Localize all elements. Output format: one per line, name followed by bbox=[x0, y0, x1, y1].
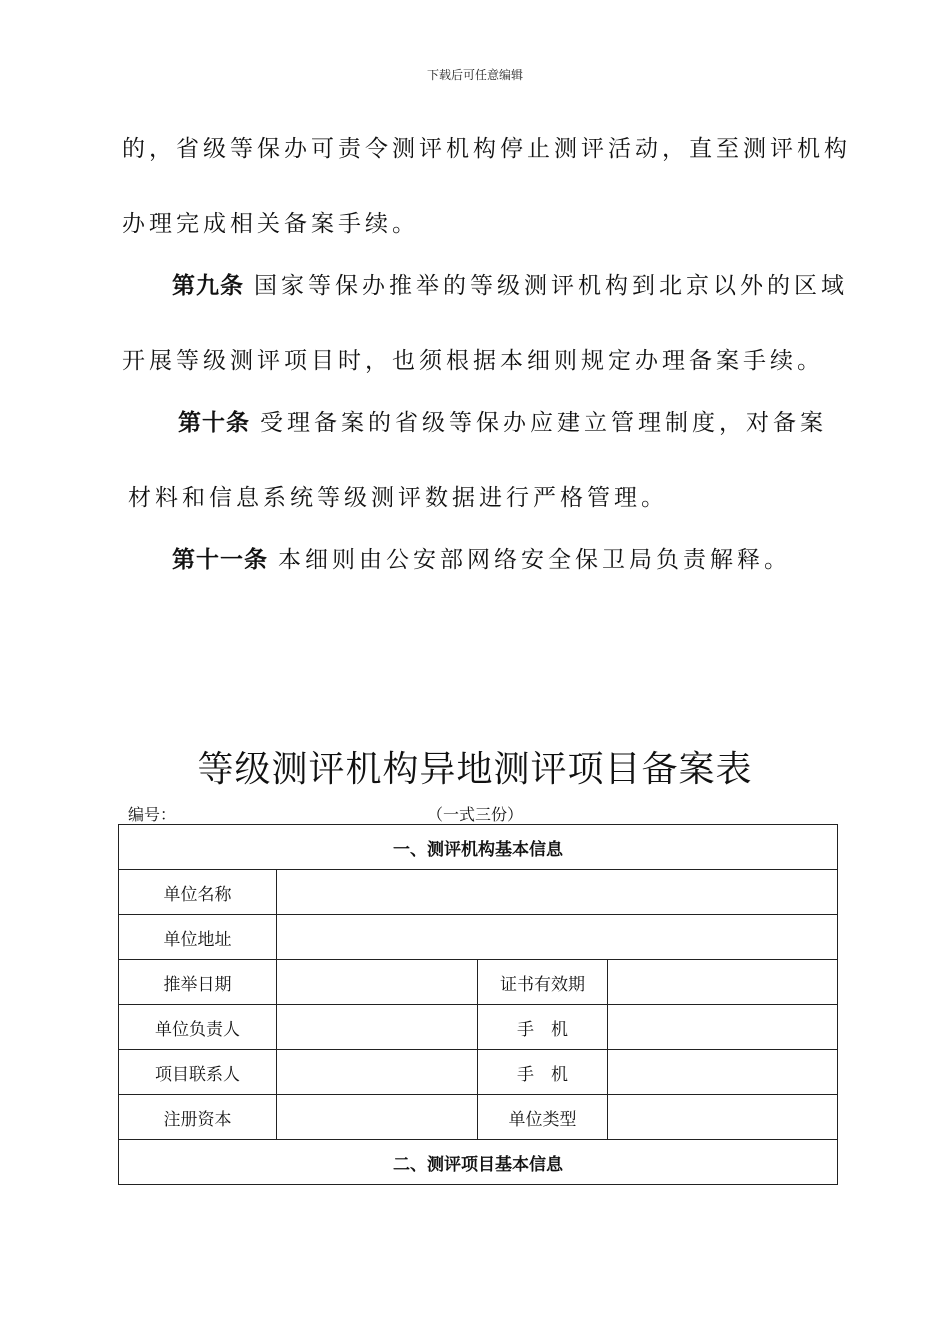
table-row bbox=[119, 1050, 838, 1095]
cert-validity-label: 证书有效期 bbox=[478, 960, 608, 1005]
paragraph-continuation-line2: 办理完成相关备案手续。 bbox=[122, 211, 419, 237]
table-row bbox=[119, 915, 838, 960]
article-11-label: 第十一条 bbox=[172, 547, 268, 573]
form-title: 等级测评机构异地测评项目备案表 bbox=[197, 749, 753, 790]
registered-capital-label: 注册资本 bbox=[119, 1095, 277, 1140]
article-9-text: 国家等保办推举的等级测评机构到北京以外的区域 bbox=[254, 273, 848, 299]
project-contact-field[interactable] bbox=[277, 1050, 478, 1095]
serial-number-label: 编号： bbox=[128, 805, 177, 824]
article-10-label: 第十条 bbox=[178, 410, 250, 436]
article-10-line2: 材料和信息系统等级测评数据进行严格管理。 bbox=[128, 485, 668, 511]
article-11-line1 bbox=[172, 549, 791, 572]
article-9-line1 bbox=[172, 275, 848, 298]
unit-type-label: 单位类型 bbox=[478, 1095, 608, 1140]
table-row bbox=[119, 1140, 838, 1185]
unit-name-label: 单位名称 bbox=[119, 870, 277, 915]
table-row bbox=[119, 960, 838, 1005]
page-header-note: 下载后可任意编辑 bbox=[426, 68, 523, 82]
leader-mobile-label: 手 机 bbox=[478, 1005, 608, 1050]
unit-leader-field[interactable] bbox=[277, 1005, 478, 1050]
table-row bbox=[119, 870, 838, 915]
filing-record-table bbox=[118, 824, 838, 1185]
cert-validity-field[interactable] bbox=[608, 960, 838, 1005]
section-header-project-info: 二、测评项目基本信息 bbox=[119, 1140, 838, 1185]
unit-type-field[interactable] bbox=[608, 1095, 838, 1140]
section-header-institution-info: 一、测评机构基本信息 bbox=[119, 825, 838, 870]
article-9-label: 第九条 bbox=[172, 273, 244, 299]
paragraph-continuation-line1: 的，省级等保办可责令测评机构停止测评活动，直至测评机构 bbox=[122, 136, 851, 162]
project-contact-label: 项目联系人 bbox=[119, 1050, 277, 1095]
unit-address-field[interactable] bbox=[277, 915, 838, 960]
unit-leader-label: 单位负责人 bbox=[119, 1005, 277, 1050]
table-row bbox=[119, 1005, 838, 1050]
table-row bbox=[119, 1095, 838, 1140]
table-row bbox=[119, 825, 838, 870]
unit-name-field[interactable] bbox=[277, 870, 838, 915]
article-9-line2: 开展等级测评项目时，也须根据本细则规定办理备案手续。 bbox=[122, 348, 824, 374]
registered-capital-field[interactable] bbox=[277, 1095, 478, 1140]
article-11-text: 本细则由公安部网络安全保卫局负责解释。 bbox=[278, 547, 791, 573]
leader-mobile-field[interactable] bbox=[608, 1005, 838, 1050]
recommend-date-field[interactable] bbox=[277, 960, 478, 1005]
contact-mobile-label: 手 机 bbox=[478, 1050, 608, 1095]
contact-mobile-field[interactable] bbox=[608, 1050, 838, 1095]
unit-address-label: 单位地址 bbox=[119, 915, 277, 960]
article-10-line1 bbox=[178, 412, 827, 435]
recommend-date-label: 推举日期 bbox=[119, 960, 277, 1005]
copies-note: （一式三份） bbox=[426, 805, 523, 824]
article-10-text: 受理备案的省级等保办应建立管理制度，对备案 bbox=[260, 410, 827, 436]
